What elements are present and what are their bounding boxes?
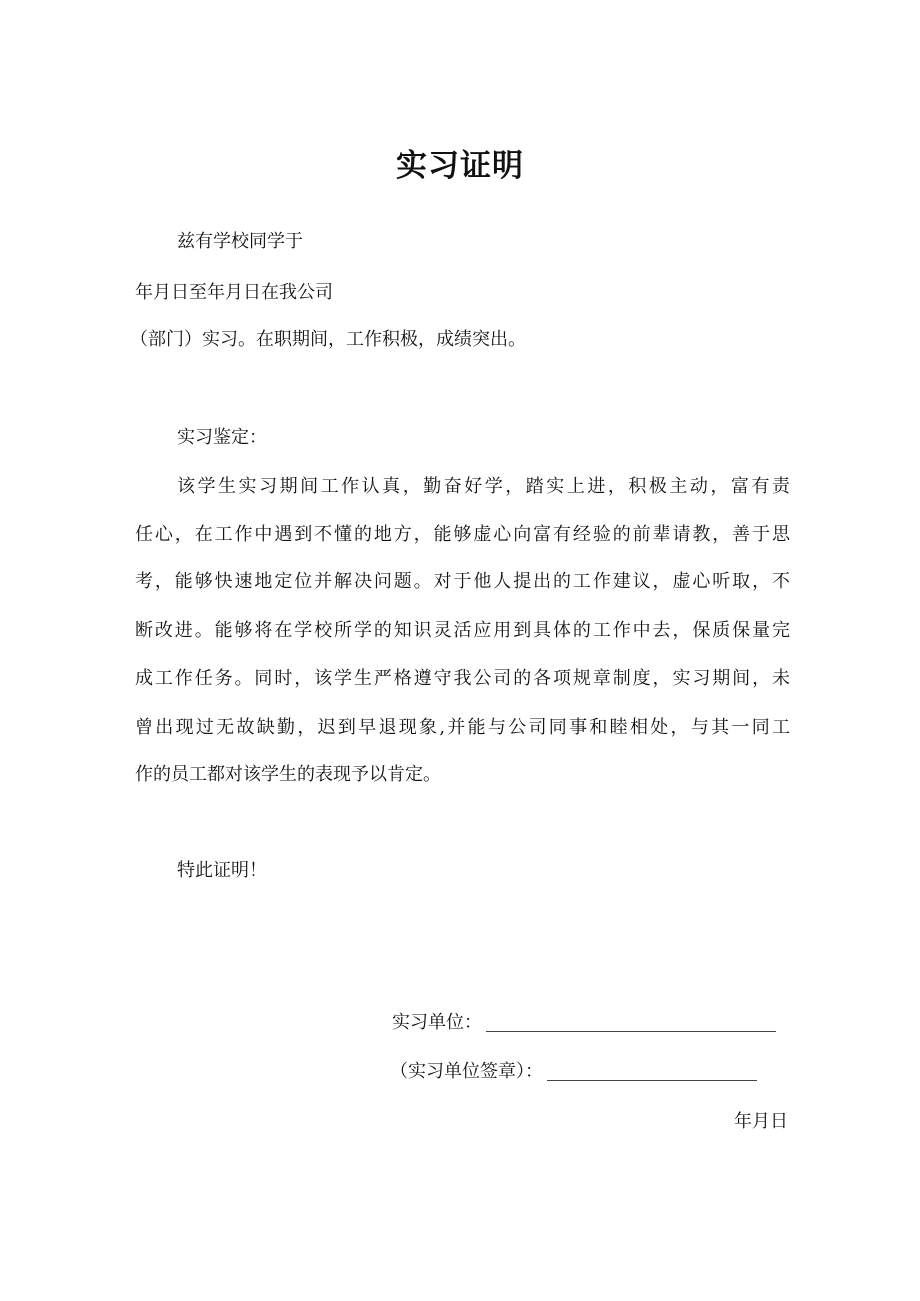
intro-line-2: 年月日至年月日在我公司 <box>135 282 333 303</box>
evaluation-line-3: 考，能够快速地定位并解决问题。对于他人提出的工作建议，虚心听取，不 <box>135 571 790 592</box>
seal-signature-row <box>390 1063 757 1081</box>
evaluation-line-1: 该学生实习期间工作认真，勤奋好学，踏实上进，积极主动，富有责 <box>177 476 790 497</box>
intro-line-1: 兹有学校同学于 <box>177 231 303 252</box>
date-field: 年月日 <box>734 1111 788 1132</box>
seal-label: （实习单位签章）： <box>390 1061 543 1082</box>
unit-signature-line[interactable] <box>486 1030 776 1032</box>
evaluation-line-5: 成工作任务。同时，该学生严格遵守我公司的各项规章制度，实习期间，未 <box>135 668 790 689</box>
evaluation-line-7: 作的员工都对该学生的表现予以肯定。 <box>135 764 441 785</box>
unit-signature-row <box>392 1014 776 1032</box>
evaluation-line-6: 曾出现过无故缺勤，迟到早退现象,并能与公司同事和睦相处，与其一同工 <box>135 717 790 738</box>
evaluation-heading: 实习鉴定： <box>177 427 267 448</box>
document-title: 实习证明 <box>396 148 524 184</box>
closing-statement: 特此证明！ <box>177 860 267 881</box>
intro-line-3: （部门）实习。在职期间，工作积极，成绩突出。 <box>130 329 526 350</box>
seal-signature-line[interactable] <box>547 1079 757 1081</box>
evaluation-line-4: 断改进。能够将在学校所学的知识灵活应用到具体的工作中去，保质保量完 <box>135 620 790 641</box>
evaluation-line-2: 任心，在工作中遇到不懂的地方，能够虚心向富有经验的前辈请教，善于思 <box>135 524 790 545</box>
unit-label: 实习单位： <box>392 1012 482 1033</box>
